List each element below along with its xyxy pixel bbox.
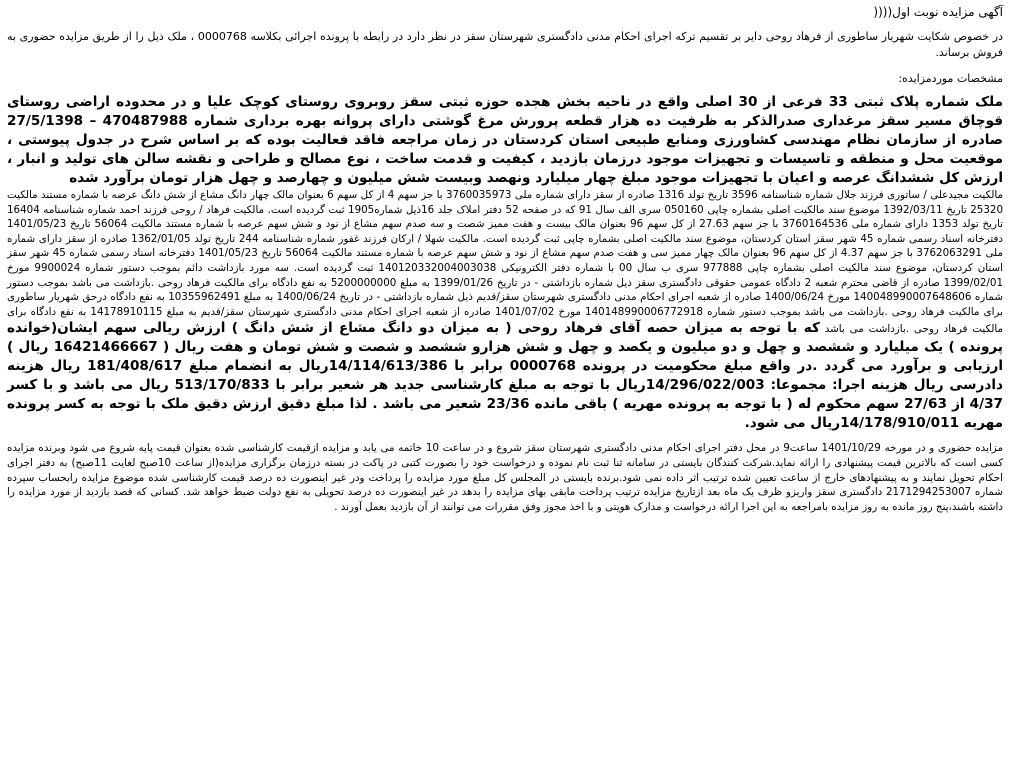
property-description-bold: ملک شماره پلاک ثبتی 33 فرعی از 30 اصلی واقع در ناحیه بخش هجده حوزه ثبتی سقز روبروی روستای کوچک علیا و در محدوده اراضی روستای قوچاق مسیر سقز مرغداری صدرالذکر به ظرفیت ده هزار قطعه پرورش مرغ گوشتی دارای پروانه بهره برداری شماره 470487988 – 27/5/1398 صادره از سازمان نظام مهندسی کشاورزی ومنابع طبیعی استان کردستان در زمان مراجعه فاقد فعالیت بوده که بر اساس شرح در جدول پیوستی ، موقعیت محل و منطقه و تاسیسات و تجهیزات موجود درزمان بازدید ، کیفیت و قدمت ساخت ، نوع مصالح و طراحی و نقشه سالن های تولید و انبار ، ارزش کل ششدانگ عرصه و اعیان با تجهیزات موجود مبلغ چهار میلیارد ونهصد وبیست شش میلیون و چهارصد و چهل هزار تومان برآورد شده [7,94,1003,186]
auction-conditions: مزایده حضوری و در مورخه 1401/10/29 ساعت9 در محل دفتر اجرای احکام مدنی دادگستری شهرستان سقز شروع و در ساعت 10 خاتمه می یابد و مزایده ازقیمت کارشناسی شده بعنوان قیمت پایه شروع می شود وبرنده مزایده کسی است که بالاترین قیمت پیشنهادی را ارائه نماید.شرکت کنندگان بایستی در سامانه ثنا ثبت نام نموده و درخواست خود را بصورت کتبی در پاکت در بسته درزمان برگزاری مزایده(از ساعت 10صبح لغایت 11صبح) به دفتر اجرای احکام تحویل نمایند و به پیشنهادهای خارج از ساعت تعیین شده ترتیب اثر داده نمی شود.برنده بایستی در المجلس کل مبلغ مورد مزایده را پرداخت ودر غیر اینصورت ده درصد قیمت کارشناسی شده موضوع مزایده رابحساب سپرده شماره 2171294253007 دادگستری سقز واریزو ظرف یک ماه بعد ازتاریخ مزایده ترتیب پرداخت مابقی بهای مزایده را بدهد در غیر اینصورت ده درصد تحویلی به نفع دولت ضبط خواهد شد. کسانی که قصد بازدید از مورد مزایده را داشته باشند،پنج روز مانده به روز مزایده بامراجعه به این اجرا ارائه درخواست و مدارک هویتی و با اخذ مجوز وفق مقررات می توانند از آن بازدید بعمل آورند . [7,442,1004,513]
notice-title: آگهی مزایده نوبت اول(((( [873,5,1003,19]
ownership-details-text: مالکیت مجیدعلی / ساتوری فرزند جلال شماره شناسنامه 3596 تاریخ تولد 1316 صادره از سقز دارای شماره ملی 3760035973 با جز سهم 4 از کل سهم 6 بعنوان مالک چهار دانگ مشاع از شش دانگ عرصه با شماره مستند مالکیت 25320 تاریخ 1392/03/11 موضوع سند مالکیت اصلی بشماره چاپی 050160 سری الف سال 91 که در صفحه 52 دفتر املاک جلد 16ذیل شماره1905 ثبت گردیده است. مالکیت فرهاد / روحی فرزند احمد شماره شناسنامه 16404 تاریخ تولد 1353 دارای شماره ملی 3760164536 با جز سهم 27.63 از کل سهم 96 بعنوان مالک بیست و هفت ممیز شصت و سه صدم سهم مشاع از نود و شش سهم عرصه با شماره مستند مالکیت 56064 تاریخ 1401/05/23 دفترخانه اسناد رسمی شماره 45 شهر سقز استان کردستان، موضوع سند مالکیت اصلی بشماره چاپی ثبت گردیده است. مالکیت شهلا / ارکان فرزند غفور شماره شناسنامه 244 تاریخ تولد 1362/01/05 صادره از سقز دارای شماره ملی 3762063291 با جز سهم 4.37 از کل سهم 96 بعنوان مالک چهار ممیز سی و هفت صدم سهم مشاع از نود و شش سهم عرصه با شماره مستند مالکیت 56064 تاریخ 1401/05/23 دفترخانه اسناد رسمی شماره 45 شهر سقز استان کردستان، موضوع سند مالکیت اصلی بشماره چاپی 977888 سری ب سال 00 با شماره دفتر الکترونیکی 140120332004003038 ثبت گردیده است. سه مورد بازداشت دائم بموجب دستور شماره 9900024 مورخ 1399/02/01 صادره از قاضی محترم شعبه 2 دادگاه عمومی حقوقی دادگستری سقز ذیل شماره بازداشتی - در تاریخ 1399/01/26 به مبلغ 5200000000 به نفع دادگاه برای مالکیت فرهاد روحی .بازداشت می باشد بموجب دستور شماره 140048990007648606 مورخ 1400/06/24 صادره از شعبه اجرای احکام مدنی دادگستری شهرستان سقز/قدیم ذیل شماره بازداشتی - در تاریخ 1400/06/24 به مبلغ 10355962491 به نفع دادگاه درحق شهریار ساطوری برای مالکیت فرهاد روحی .بازداشت می باشد بموجب دستور شماره 140148990006772918 مورخ 1401/07/02 صادره از شعبه اجرای احکام مدنی دادگستری شهرستان سقز/قدیم به مبلغ 14178910115 به نفع دادگاه برای مالکیت فرهاد روحی .بازداشت می باشد [7,189,1004,336]
spec-heading: مشخصات موردمزایده: [898,72,1003,85]
valuation-summary: که با توجه به میزان حصه آقای فرهاد روحی ( به میزان دو دانگ مشاع از شش دانگ ) ارزش ریالی سهم ایشان(خوانده پرونده ) یک میلیارد و ششصد و چهل و دو میلیون و یکصد و چهل و شش هزارو ششصد و شصت و شش تومان و هفت ریال ( 16421466667 ریال ) ارزیابی و برآورد می گردد .در واقع مبلغ محکومیت در پرونده 0000768 برابر با 14/114/613/386ریال به انضمام مبلغ 181/408/617 ریال هزینه دادرسی ریال هزینه اجرا: مجموعا: 14/296/022/003ریال با توجه به مبلغ کارشناسی جدید هر شعیر برابر با 513/170/833 ریال می باشد و با کسر 4/37 از 27/63 سهم محکوم له ( با توجه به پرونده مهریه ) باقی مانده 23/36 شعیر می باشد . لذا مبلغ دقیق ارزش دقیق ملک با توجه به کسر پرونده مهریه 14/178/910/011ریال می شود. [7,320,1004,432]
ownership-details [7,188,1003,433]
notice-intro: در خصوص شکایت شهریار ساطوری از فرهاد روحی دایر بر تقسیم ترکه اجرای احکام مدنی دادگستری شهرستان سقز در نظر دارد در رابطه با پرونده اجرائی بکلاسه 0000768 ، ملک ذیل را از طریق مزایده حضوری به فروش برساند. [7,30,1003,59]
